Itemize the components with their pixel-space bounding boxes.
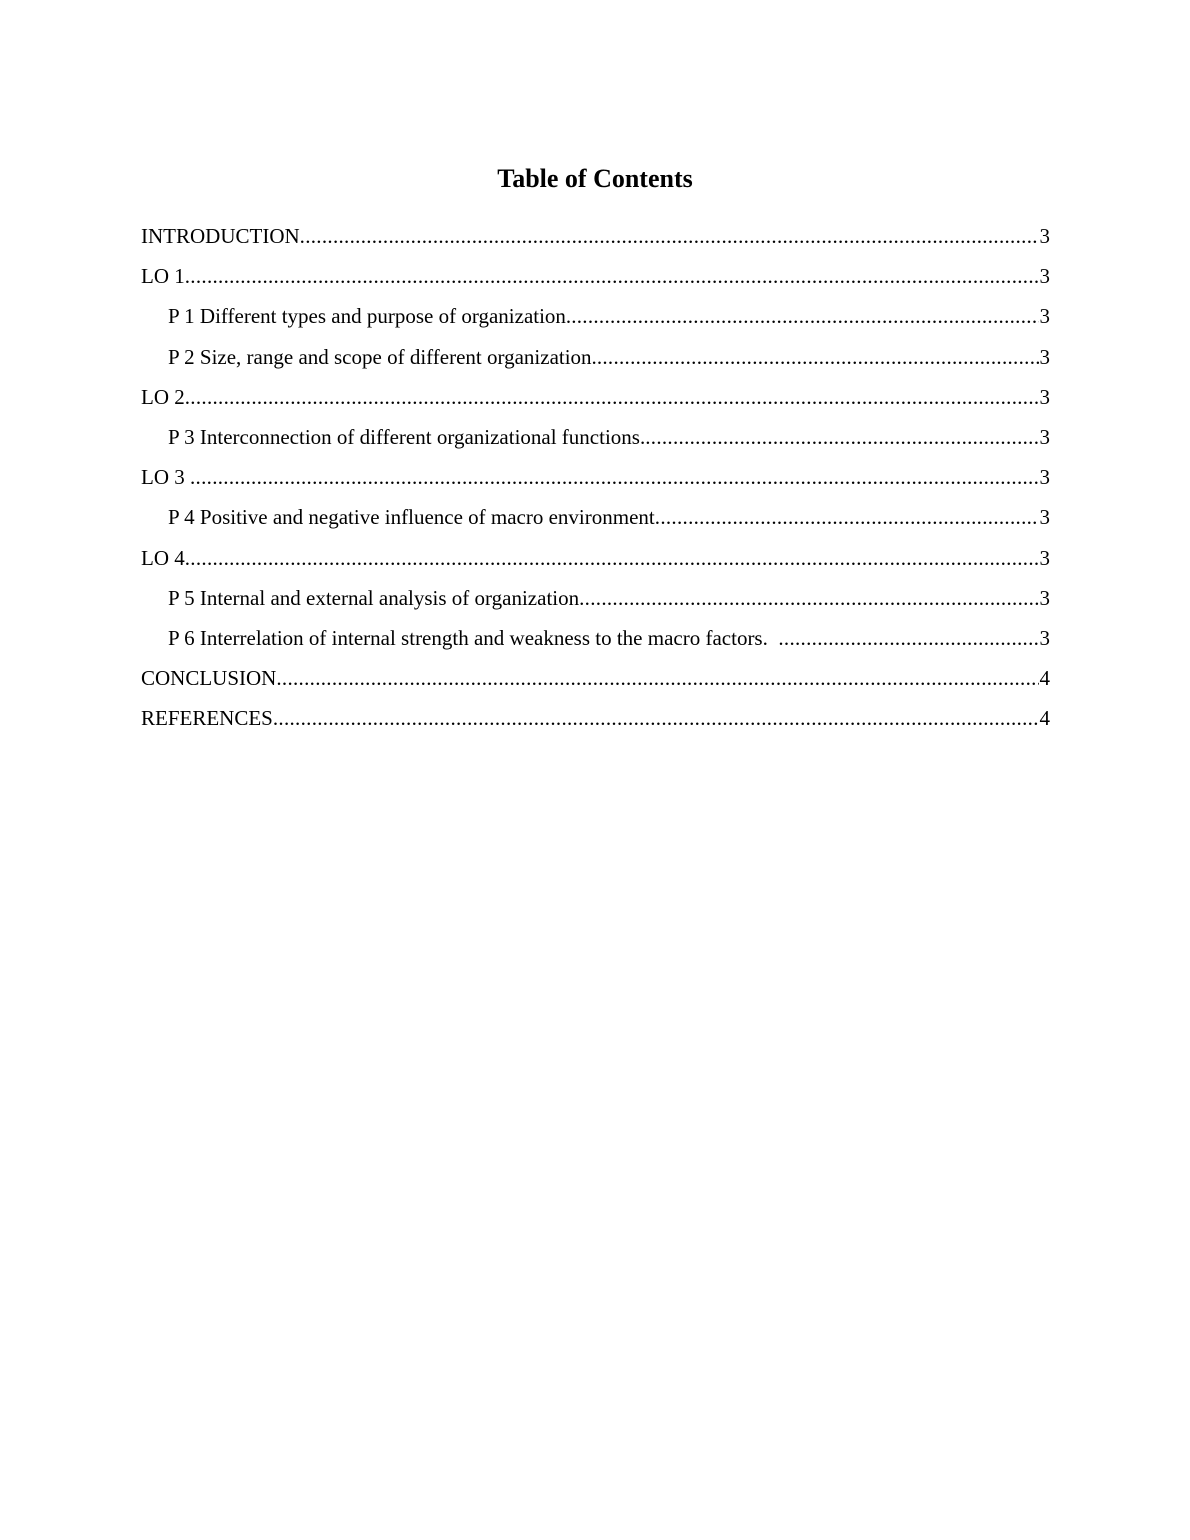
toc-entry-text: LO 2 (141, 384, 185, 409)
toc-leader (276, 664, 1038, 692)
toc-leader (185, 383, 1039, 411)
toc-leader (597, 343, 1039, 371)
toc-leader (190, 463, 1039, 491)
toc-entry-lo2[interactable] (141, 383, 1050, 423)
toc-page-number: 3 (1039, 505, 1050, 530)
toc-entry-lo3[interactable] (141, 463, 1050, 503)
toc-entry-conclusion[interactable] (141, 664, 1050, 704)
toc-entry-text: P 1 Different types and purpose of organization. (168, 304, 572, 329)
toc-page-number: 3 (1039, 424, 1050, 449)
toc-leader (300, 222, 1039, 250)
toc-page-number: 3 (1039, 224, 1050, 248)
toc-entry-p1[interactable] (141, 302, 1050, 342)
toc-leader (185, 544, 1039, 572)
toc-entry-text: REFERENCES (141, 706, 273, 731)
toc-entry-text: LO 4 (141, 545, 185, 570)
toc-entry-text: CONCLUSION (141, 666, 277, 691)
toc-entry-text: LO 1 (141, 264, 185, 289)
toc-leader (571, 302, 1038, 330)
toc-entry-lo1[interactable] (141, 262, 1050, 302)
toc-entry-p6[interactable] (141, 624, 1050, 664)
toc-entry-introduction[interactable] (141, 222, 1050, 262)
toc-page-number: 3 (1039, 344, 1050, 369)
toc-leader (645, 423, 1038, 451)
toc-title: Table of Contents (497, 164, 693, 193)
toc-leader (579, 584, 1038, 612)
toc-entry-text: INTRODUCTION (141, 224, 300, 248)
toc-entry-text: P 6 Interrelation of internal strength and weakness to the macro factors. (168, 625, 779, 650)
toc-page-number: 4 (1039, 666, 1050, 691)
toc-page-number: 3 (1039, 384, 1050, 409)
toc-entry-p3[interactable] (141, 423, 1050, 463)
toc-entry-text: P 3 Interconnection of different organizational functions. (168, 424, 646, 449)
toc-entry-text: P 5 Internal and external analysis of organization (168, 585, 580, 610)
toc-entry-p5[interactable] (141, 584, 1050, 624)
toc-entry-text: LO 3 (141, 465, 190, 490)
toc-entry-p2[interactable] (141, 343, 1050, 383)
toc-page-number: 3 (1039, 625, 1050, 650)
toc-page-number: 3 (1039, 545, 1050, 570)
toc-list (141, 222, 1050, 744)
toc-entry-lo4[interactable] (141, 544, 1050, 584)
toc-page-number: 3 (1039, 304, 1050, 329)
toc-page-number: 3 (1039, 264, 1050, 289)
toc-page-number: 4 (1039, 706, 1050, 731)
toc-page-number: 3 (1039, 585, 1050, 610)
toc-entry-text: P 2 Size, range and scope of different organization. (168, 344, 597, 369)
toc-page-number: 3 (1039, 465, 1050, 490)
toc-entry-p4[interactable] (141, 503, 1050, 543)
toc-leader (185, 262, 1039, 290)
toc-leader (273, 704, 1039, 732)
toc-entry-text: P 4 Positive and negative influence of macro environment (168, 505, 655, 530)
toc-leader (655, 503, 1039, 531)
toc-leader (778, 624, 1038, 652)
toc-entry-references[interactable] (141, 704, 1050, 744)
